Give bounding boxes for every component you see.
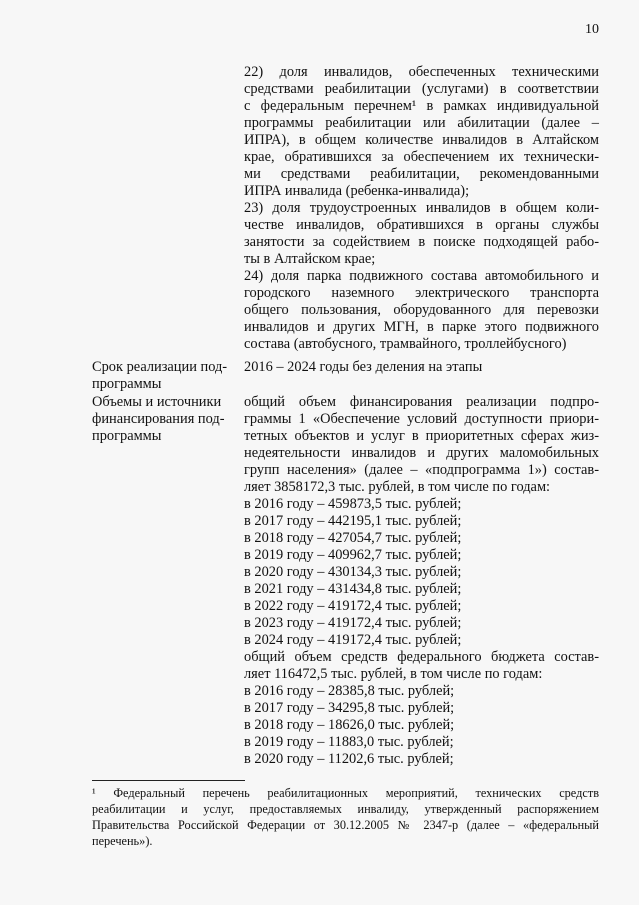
- text-line: ляет 116472,5 тыс. рублей, в том числе по годам:: [244, 666, 543, 682]
- year-line: в 2018 году – 427054,7 тыс. рублей;: [244, 530, 462, 546]
- year-line: в 2017 году – 34295,8 тыс. рублей;: [244, 700, 455, 716]
- year-line: в 2020 году – 430134,3 тыс. рублей;: [244, 564, 462, 580]
- text-line: 22) доля инвалидов, обеспеченных техническими: [244, 64, 599, 80]
- finance-label-line: финансирования под-: [92, 411, 225, 427]
- year-line: в 2021 году – 431434,8 тыс. рублей;: [244, 581, 462, 597]
- term-label-line: программы: [92, 376, 162, 392]
- term-value: 2016 – 2024 годы без деления на этапы: [244, 359, 483, 375]
- year-line: в 2016 году – 28385,8 тыс. рублей;: [244, 683, 455, 699]
- text-line: инвалидов и других МГН, в парке этого подвижного: [244, 319, 599, 335]
- page-number: 10: [585, 22, 599, 37]
- text-line: 24) доля парка подвижного состава автомобильного и: [244, 268, 599, 284]
- text-line: общий объем финансирования реализации подпро-: [244, 394, 599, 410]
- text-line: 23) доля трудоустроенных инвалидов в общем коли-: [244, 200, 599, 216]
- term-label-line: Срок реализации под-: [92, 359, 228, 375]
- year-line: в 2018 году – 18626,0 тыс. рублей;: [244, 717, 455, 733]
- text-line: с федеральным перечнем¹ в рамках индивидуальной: [244, 98, 599, 114]
- footnote-line: Правительства Российской Федерации от 30.12.2005 № 2347-р (далее – «федеральный: [92, 818, 599, 832]
- finance-label-line: Объемы и источники: [92, 394, 222, 410]
- year-line: в 2020 году – 11202,6 тыс. рублей;: [244, 751, 454, 767]
- text-line: ИПРА инвалида (ребенка-инвалида);: [244, 183, 470, 199]
- year-line: в 2016 году – 459873,5 тыс. рублей;: [244, 496, 462, 512]
- year-line: в 2019 году – 11883,0 тыс. рублей;: [244, 734, 454, 750]
- text-line: общего пользования, оборудованного для перевозки: [244, 302, 599, 318]
- year-line: в 2019 году – 409962,7 тыс. рублей;: [244, 547, 462, 563]
- footnote-line: перечень»).: [92, 834, 153, 848]
- text-line: граммы 1 «Обеспечение условий доступности приори-: [244, 411, 599, 427]
- text-line: состава (автобусного, трамвайного, троллейбусного): [244, 336, 567, 352]
- text-line: ляет 3858172,3 тыс. рублей, в том числе по годам:: [244, 479, 551, 495]
- year-line: в 2022 году – 419172,4 тыс. рублей;: [244, 598, 462, 614]
- text-line: групп населения» (далее – «подпрограмма 1») состав-: [244, 462, 599, 478]
- year-line: в 2023 году – 419172,4 тыс. рублей;: [244, 615, 462, 631]
- text-line: крае, обратившихся за обеспечением их технически-: [244, 149, 599, 165]
- text-line: программы реабилитации или абилитации (далее –: [244, 115, 599, 131]
- text-line: общий объем средств федерального бюджета состав-: [244, 649, 599, 665]
- finance-label-line: программы: [92, 428, 162, 444]
- footnote-line: ¹ Федеральный перечень реабилитационных мероприятий, технических средств: [92, 786, 599, 800]
- text-line: средствами реабилитации (услугами) в соответствии: [244, 81, 599, 97]
- text-line: городского наземного электрического транспорта: [244, 285, 599, 301]
- text-line: занятости за содействием в поиске подходящей рабо-: [244, 234, 599, 250]
- text-line: недеятельности инвалидов и других маломобильных: [244, 445, 599, 461]
- footnote-line: реабилитации и услуг, предоставляемых инвалиду, утвержденный распоряжением: [92, 802, 599, 816]
- text-line: честве инвалидов, обратившихся в органы службы: [244, 217, 599, 233]
- year-line: в 2024 году – 419172,4 тыс. рублей;: [244, 632, 462, 648]
- text-line: тетных объектов и услуг в приоритетных сферах жиз-: [244, 428, 599, 444]
- footnote-divider: [92, 780, 245, 781]
- text-line: ИПРА), в общем количестве инвалидов в Алтайском: [244, 132, 599, 148]
- text-line: ми средствами реабилитации, рекомендованными: [244, 166, 599, 182]
- year-line: в 2017 году – 442195,1 тыс. рублей;: [244, 513, 462, 529]
- text-line: ты в Алтайском крае;: [244, 251, 376, 267]
